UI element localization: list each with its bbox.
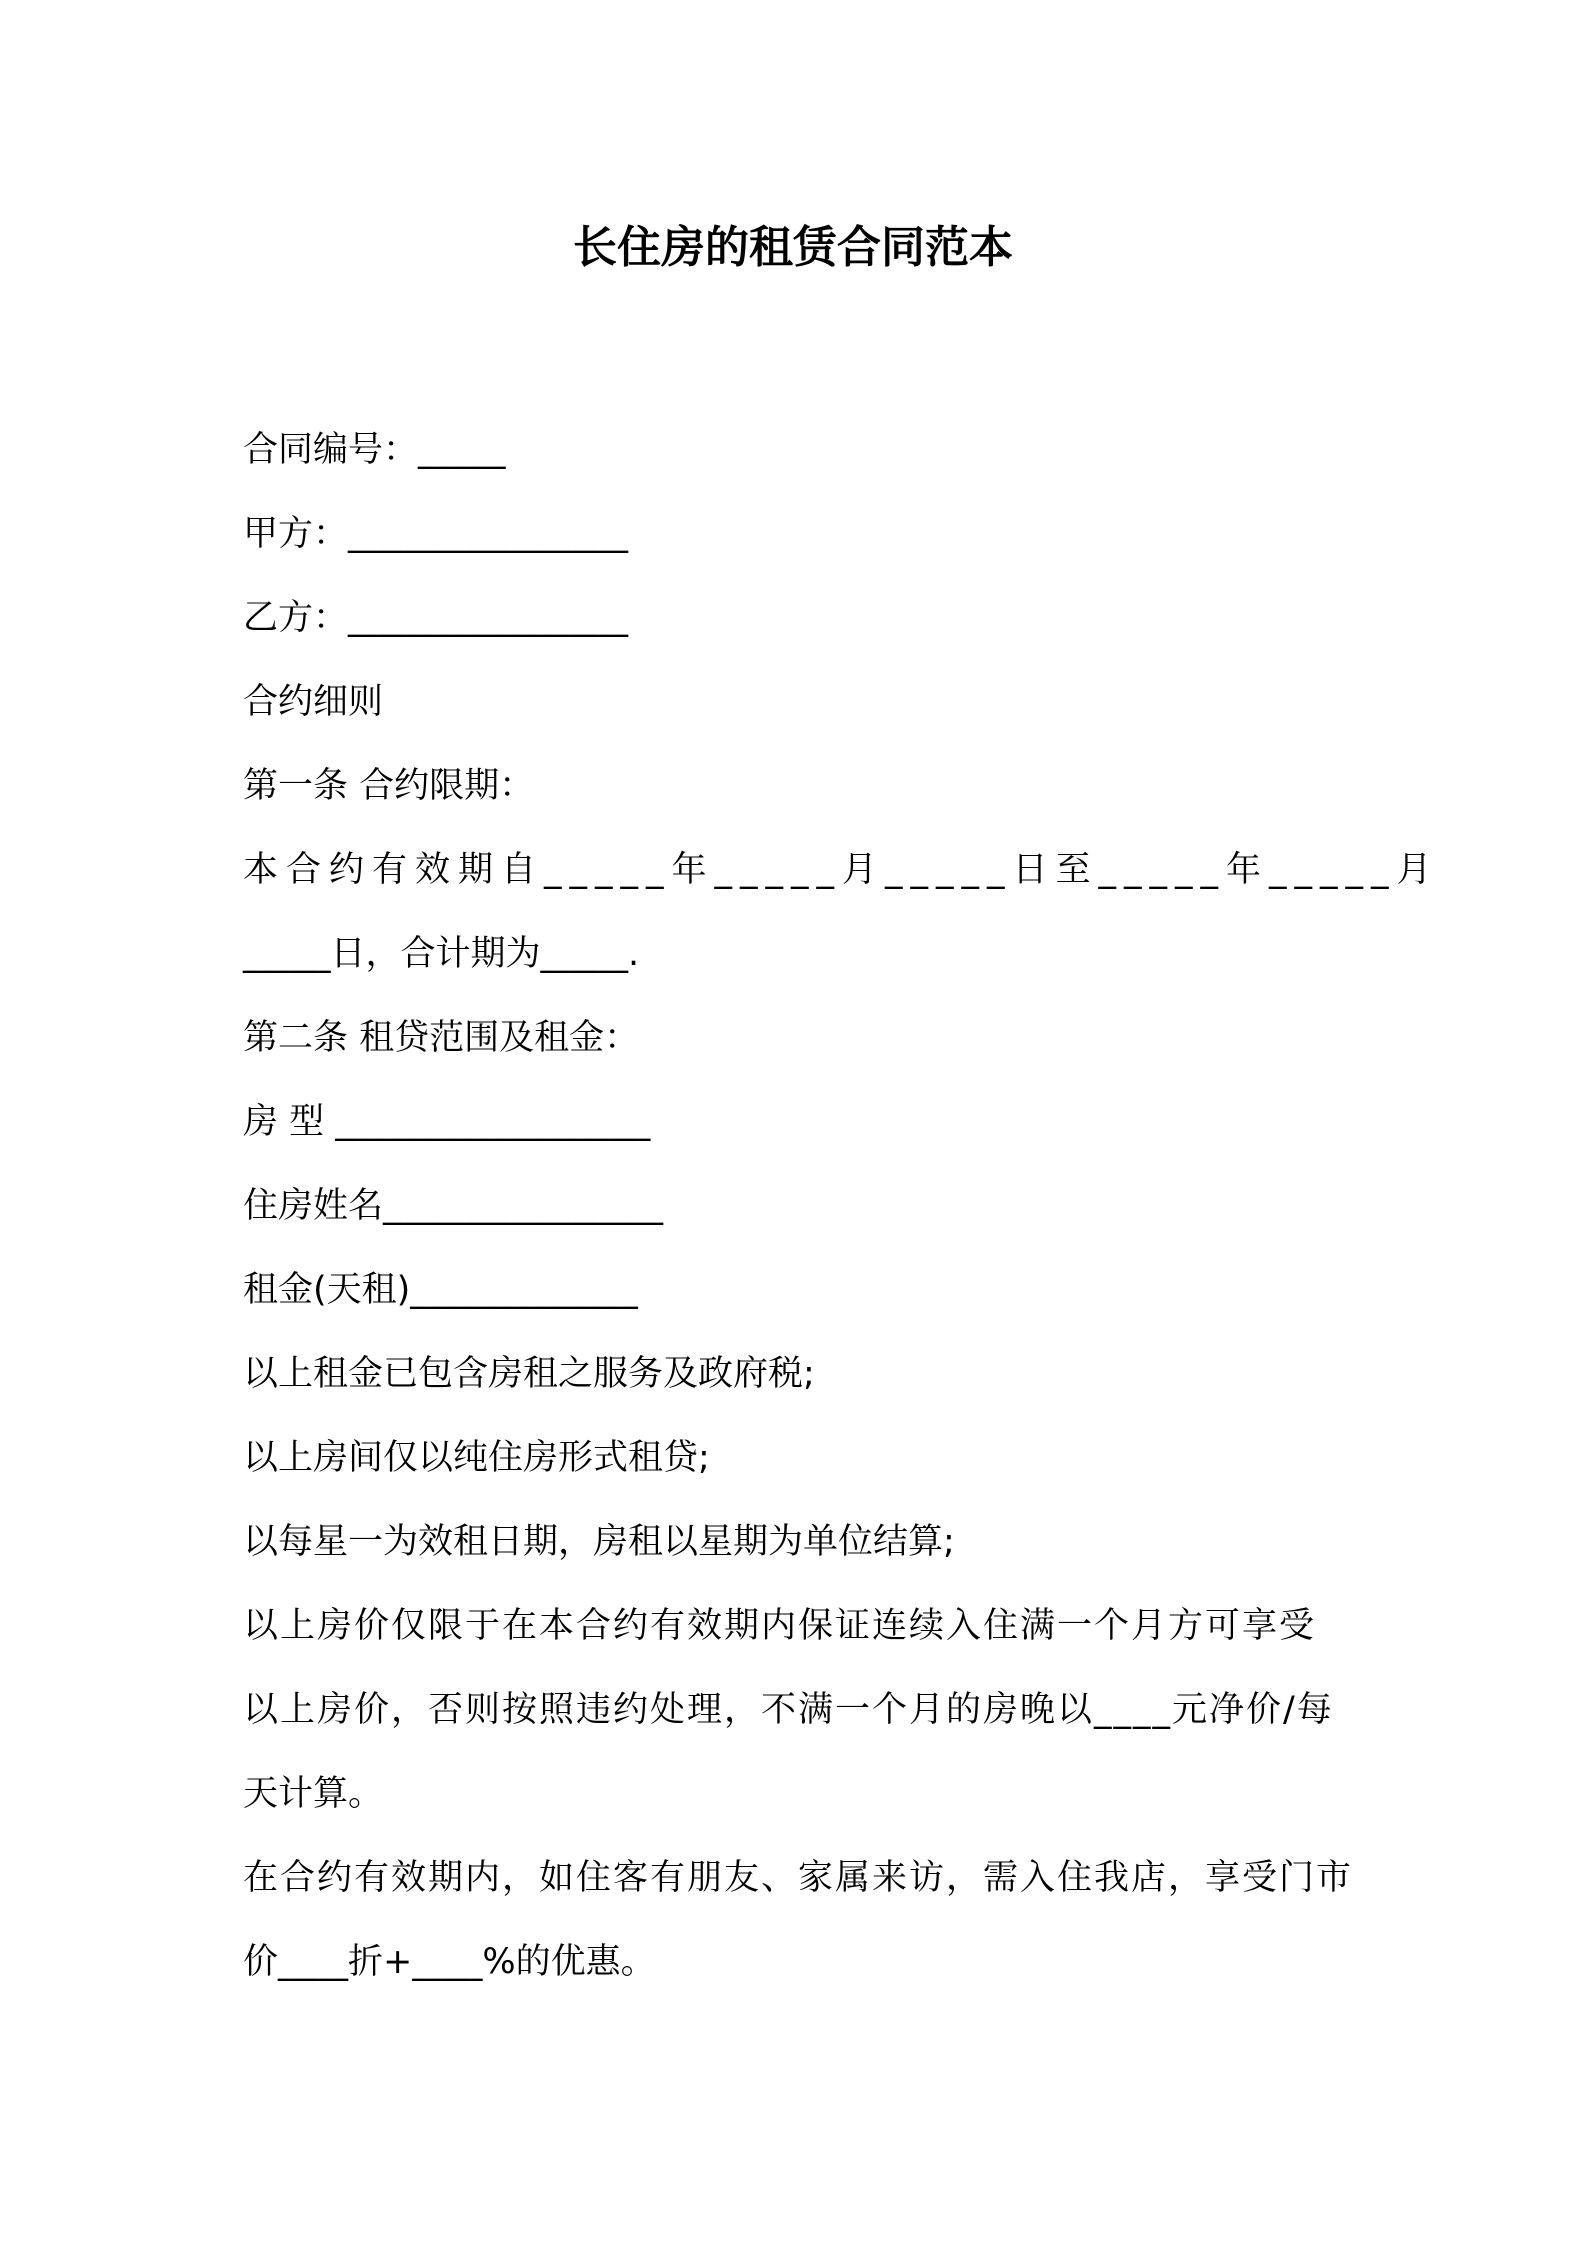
term-period-line-2: _____日，合计期为_____. (243, 934, 640, 974)
price-condition-line-1: 以上房价仅限于在本合约有效期内保证连续入住满一个月方可享受 (243, 1606, 1317, 1646)
document-body (243, 408, 1440, 2004)
rent-includes-line: 以上租金已包含房租之服务及政府税; (243, 1354, 815, 1394)
price-condition-line-3: 天计算。 (243, 1774, 384, 1814)
settlement-line: 以每星一为效租日期，房租以星期为单位结算; (243, 1522, 955, 1562)
party-b-line: 乙方：________________ (243, 598, 629, 638)
section-heading: 合约细则 (243, 682, 384, 722)
term-period-line-1: 本合约有效期自_____年_____月_____日至_____年_____月 (243, 850, 1440, 890)
residential-use-line: 以上房间仅以纯住房形式租贷; (243, 1438, 710, 1478)
price-condition-line-2: 以上房价，否则按照违约处理，不满一个月的房晚以____元净价/每 (243, 1690, 1334, 1730)
document-title: 长住房的租赁合同范本 (573, 222, 1013, 273)
article-2-heading: 第二条 租贷范围及租金： (243, 1018, 640, 1058)
party-a-line: 甲方：________________ (243, 514, 629, 554)
visitor-discount-line-1: 在合约有效期内，如住客有朋友、家属来访，需入住我店，享受门市 (243, 1858, 1354, 1898)
daily-rent-line: 租金(天租)_____________ (243, 1270, 638, 1310)
contract-number-line: 合同编号：_____ (243, 430, 506, 470)
article-1-heading: 第一条 合约限期： (243, 766, 535, 806)
visitor-discount-line-2: 价____折+____%的优惠。 (243, 1942, 656, 1982)
resident-name-line: 住房姓名________________ (243, 1186, 664, 1226)
room-type-line: 房 型 __________________ (243, 1102, 651, 1142)
